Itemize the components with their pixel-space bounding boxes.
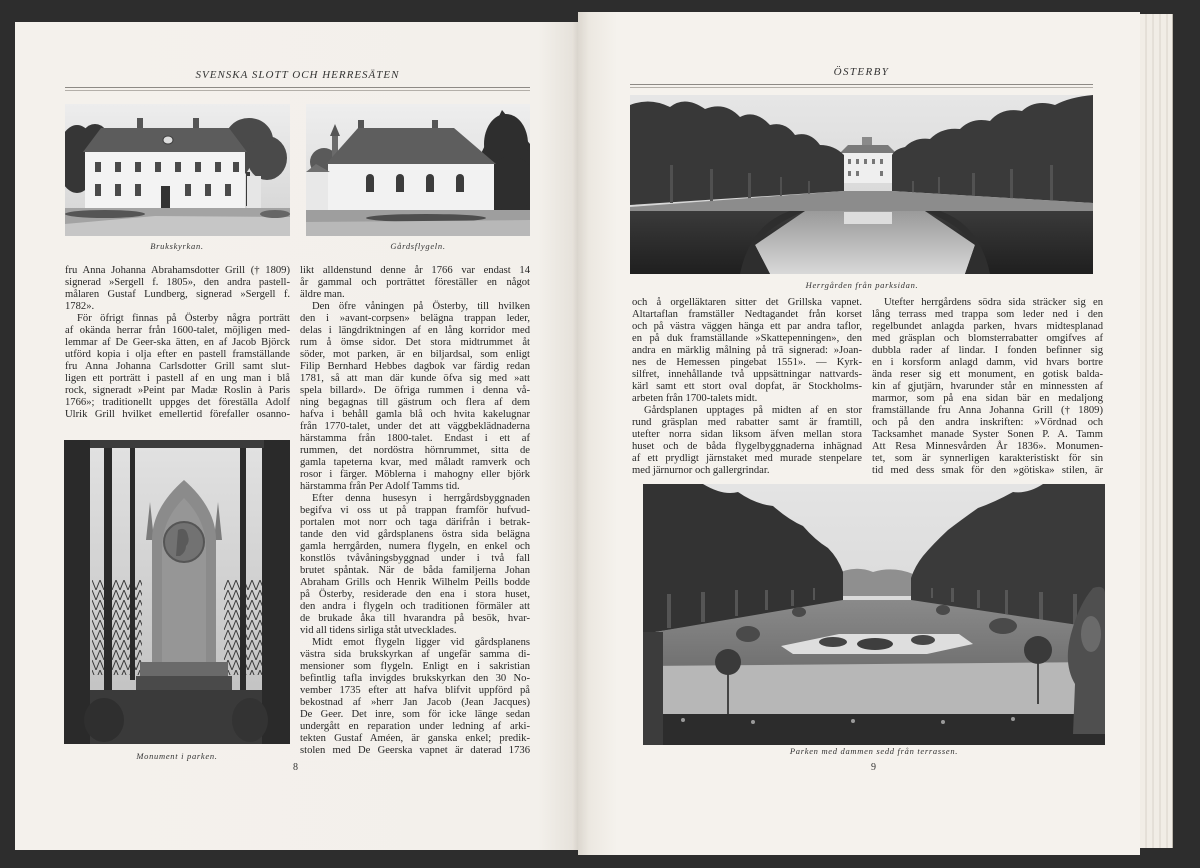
text-line xyxy=(300,265,530,277)
photo-herrgarden-parksidan xyxy=(630,95,1093,274)
text-line-content: härstamma från Per Adolf Tamms tid. xyxy=(300,481,460,492)
text-line xyxy=(300,673,530,685)
text-line xyxy=(300,481,530,493)
text-line xyxy=(300,697,530,709)
text-line xyxy=(632,393,862,405)
text-line-content: bekostnad af »herr Jan Jacob (Jean Jacques) xyxy=(300,697,530,708)
text-line xyxy=(300,577,530,589)
text-line xyxy=(300,661,530,673)
text-line-content: Altartaflan framställer Nedtagandet från korset xyxy=(632,309,862,320)
text-line-content: signerad »Sergell f. 1805», den andra pastell- xyxy=(65,277,290,288)
text-line-content: andra en märklig målning på trä signerad: »Joan- xyxy=(632,345,862,356)
text-line-content: tid med dess smak för den »götiska» stilen, är xyxy=(872,465,1103,476)
text-line-content: regelbundet anlagda parken, hvars midtesplanad xyxy=(872,321,1103,332)
text-line-content: spela billard». De öfriga rummen i denna vå- xyxy=(300,385,530,396)
caption-herrgarden: Herrgården från parksidan. xyxy=(805,280,919,290)
text-line xyxy=(632,297,862,309)
text-line-content: af okända herrar från 1600-talet, möjligen med- xyxy=(65,325,290,336)
photo-brukskyrkan xyxy=(65,104,290,236)
paragraph xyxy=(632,405,862,477)
text-line xyxy=(65,289,290,301)
text-line-content: stolen med De Geerska vapnet är daterad 1736 xyxy=(300,745,530,756)
paragraph xyxy=(632,297,862,405)
text-line-content: konstlös tvåvåningsbyggnad under i två fall xyxy=(300,553,530,564)
text-line-content: huset och de båda flygelbyggnaderna inhägnad xyxy=(632,441,862,452)
text-line-content: delas i längdriktningen af en lång korridor med xyxy=(300,325,530,336)
text-line xyxy=(632,453,862,465)
text-line xyxy=(872,381,1103,393)
text-line xyxy=(300,397,530,409)
caption-parken: Parken med dammen sedd från terrassen. xyxy=(789,746,959,756)
text-line-content: med järnurnor och gallergrindar. xyxy=(632,465,770,476)
text-line-content: Abraham Grills och Henrik Wilhelm Peills bodde xyxy=(300,577,530,588)
text-line-content: 1782». xyxy=(65,301,95,312)
text-line-content: Efter denna husesyn i herrgårdsbyggnaden xyxy=(312,493,530,504)
text-line-content: västra sida brukskyrkan af ungefär samma di- xyxy=(300,649,530,660)
text-line xyxy=(300,601,530,613)
text-line xyxy=(300,685,530,697)
paragraph xyxy=(300,637,530,757)
text-line xyxy=(632,357,862,369)
text-line-content: rosor i färger. Möblerna i mahogny eller björk xyxy=(300,469,530,480)
text-line-content: mensioner som flygeln. Enligt en i sakristian xyxy=(300,661,530,672)
text-line xyxy=(872,369,1103,381)
text-line xyxy=(300,457,530,469)
text-line xyxy=(300,337,530,349)
text-line xyxy=(65,265,290,277)
text-line-content: rum å ömse sidor. Det stora midtrummet åt xyxy=(300,337,530,348)
photo-monument xyxy=(64,440,290,744)
text-line-content: tande den vid gårdsplanens östra sida belägna xyxy=(300,529,530,540)
text-line-content: med gräsplan och blomsterrabatter omgifves af xyxy=(872,333,1103,344)
running-head-right: ÖSTERBY xyxy=(833,66,890,78)
text-column-left-1 xyxy=(65,265,290,421)
text-line-content: arbeten från 1700-talets midt. xyxy=(632,393,758,404)
text-line-content: silfret, innehållande två uppsättningar nattvards- xyxy=(632,369,862,380)
text-column-left-2 xyxy=(300,265,530,757)
text-line xyxy=(65,373,290,385)
text-line xyxy=(632,381,862,393)
text-line xyxy=(300,469,530,481)
text-line-content: fru Anna Johanna Carlsdotter Grill samt slut- xyxy=(65,361,290,372)
text-line-content: 1766»; traditionellt uppges det föreställa Adolf xyxy=(65,397,290,408)
text-line-content: 1781, så att man där kunde öfva sig med »att xyxy=(300,373,530,384)
text-line-content: rock, signeradt »Peint par Madæ Roslin à Paris xyxy=(65,385,290,396)
text-line-content: Tacksamhet manade Syster Sonen P. A. Tamm xyxy=(872,429,1103,440)
text-line xyxy=(632,405,862,417)
text-line-content: och på västra väggen hänga ett par andra taflor, xyxy=(632,321,862,332)
text-line-content: kärl samt ett stort oval dopfat, är Stockholms- xyxy=(632,381,862,392)
text-line-content: Ulrik Grill hvilket emellertid förefaller osanno- xyxy=(65,409,290,420)
text-line xyxy=(872,345,1103,357)
text-line-content: För öfrigt finnas på Österby några porträtt xyxy=(77,313,290,324)
text-line xyxy=(632,417,862,429)
text-line xyxy=(872,297,1103,309)
text-line xyxy=(632,465,862,477)
text-line xyxy=(300,721,530,733)
text-line xyxy=(300,409,530,421)
text-line-content: gamla tapeterna kvar, med måladt ramverk och xyxy=(300,457,530,468)
text-line-content: rund gräsplan med rabatter samt är framtill, xyxy=(632,417,862,428)
paragraph xyxy=(300,493,530,637)
text-line-content: och å orgelläktaren sitter det Grillska vapnet. xyxy=(632,297,862,308)
text-line-content: och på den andra inskriften: »Vördnad och xyxy=(872,417,1103,428)
paragraph xyxy=(65,265,290,313)
text-line xyxy=(300,421,530,433)
text-line-content: nes de Hemessen pingebat 1551». — Kyrk- xyxy=(632,357,862,368)
text-line-content: Filip Bernhard Hebbes dagbok var färdig redan xyxy=(300,361,530,372)
text-line xyxy=(872,357,1103,369)
text-line xyxy=(872,321,1103,333)
page-stack-edge xyxy=(1140,14,1173,848)
text-line-content: från 1770-talet, under det att väggbeklädnaderna xyxy=(300,421,530,432)
text-line-content: lemmar af De Geer-ska ätten, en af Jacob Björck xyxy=(65,337,290,348)
text-line-content: dubbla rader af lindar. I fonden befinner sig xyxy=(872,345,1103,356)
text-line xyxy=(632,369,862,381)
text-line-content: den i »avant-corpsen» belägna trappan leder, xyxy=(300,313,530,324)
text-line xyxy=(872,417,1103,429)
text-line xyxy=(65,385,290,397)
text-line xyxy=(632,333,862,345)
text-line xyxy=(300,733,530,745)
photo-parken-dammen xyxy=(643,484,1105,745)
text-line xyxy=(300,349,530,361)
text-line-content: en i korsform anlagd damm, vid hvars bortre xyxy=(872,357,1103,368)
text-line-content: portalen mot norr och taga därifrån i betrak- xyxy=(300,517,530,528)
text-line-content: Midt emot flygeln ligger vid gårdsplanens xyxy=(312,637,530,648)
text-line xyxy=(65,301,290,313)
text-line-content: äldre man. xyxy=(300,289,345,300)
text-line-content: härstamma från 1800-talet. Endast i ett af xyxy=(300,433,530,444)
hedge xyxy=(643,714,1105,745)
text-line xyxy=(872,465,1103,477)
text-line xyxy=(300,517,530,529)
text-line xyxy=(872,453,1103,465)
text-line-content: på Österby, residerade den ena i stora huset, xyxy=(300,589,530,600)
text-line xyxy=(872,309,1103,321)
text-line xyxy=(300,565,530,577)
text-line-content: tekten Gustaf Améen, är ganska enkel; predik- xyxy=(300,733,530,744)
text-line-content: af ett prydligt järnstaket med murade stenpelare xyxy=(632,453,862,464)
text-column-right-1 xyxy=(632,297,862,477)
header-rule-right xyxy=(630,84,1093,88)
text-line xyxy=(632,441,862,453)
text-line-content: begifva vi oss ut på trappan framför hufvud- xyxy=(300,505,530,516)
text-line-content: likt alldenstund denne år 1766 var endast 14 xyxy=(300,265,530,276)
paragraph xyxy=(65,313,290,421)
pond xyxy=(630,211,1093,274)
text-line-content: gamla herrgården, numera flygeln, en enkel och xyxy=(300,541,530,552)
paragraph xyxy=(872,297,1103,477)
paragraph xyxy=(300,301,530,493)
text-line xyxy=(300,529,530,541)
text-line xyxy=(300,433,530,445)
text-line xyxy=(300,745,530,757)
caption-brukskyrkan: Brukskyrkan. xyxy=(150,241,204,251)
text-line-content: undergått en reparation under ledning af arki- xyxy=(300,721,530,732)
text-line-content: ända reser sig ett monument, en gotisk balda- xyxy=(872,369,1103,380)
text-line xyxy=(300,625,530,637)
text-line-content: framställande fru Anna Johanna Grill († 1809) xyxy=(872,405,1103,416)
text-line xyxy=(872,405,1103,417)
text-line-content: befintlig tafla invigdes brukskyrkan den 30 No- xyxy=(300,673,530,684)
photo-gardsflygeln xyxy=(306,104,530,236)
text-line xyxy=(632,429,862,441)
text-line xyxy=(300,493,530,505)
text-line-content: en på duk framställande »Skattepenningen», den xyxy=(632,333,862,344)
text-line xyxy=(65,337,290,349)
text-line-content: år gammal och porträttet föreställer en något xyxy=(300,277,530,288)
text-line-content: fru Anna Johanna Abrahamsdotter Grill († 1809) xyxy=(65,265,290,276)
text-line xyxy=(632,321,862,333)
text-line xyxy=(300,361,530,373)
text-line-content: söder, mot parken, är en biljardsal, som enligt xyxy=(300,349,530,360)
paragraph xyxy=(300,265,530,301)
text-line-content: utefter norra sidan liksom äfven mellan stora xyxy=(632,429,862,440)
text-line xyxy=(300,325,530,337)
text-line-content: Gårdsplanen upptages på midten af en stor xyxy=(644,405,862,416)
caption-gardsflygeln: Gårdsflygeln. xyxy=(390,241,446,251)
text-line xyxy=(65,313,290,325)
text-line-content: Utefter herrgårdens södra sida sträcker sig en xyxy=(884,297,1103,308)
text-line-content: tet, som är synnerligen karakteristiskt för sin xyxy=(872,453,1103,464)
text-line-content: brutet spåntak. När de båda familjerna Johan xyxy=(300,565,530,576)
header-rule-left xyxy=(65,87,530,91)
gravel-path xyxy=(643,662,1105,720)
text-line xyxy=(300,589,530,601)
text-line-content: målaren Gustaf Lundberg, signerad »Sergell f. xyxy=(65,289,290,300)
text-line-content: den andra i flygeln och traditionen förmäler att xyxy=(300,601,530,612)
text-line xyxy=(300,553,530,565)
text-line-content: vid all tidens sirliga ståt utvecklades. xyxy=(300,625,457,636)
text-line xyxy=(300,649,530,661)
text-line xyxy=(300,445,530,457)
text-line-content: Att Resa Minnesvården År 1836». Monumen- xyxy=(872,441,1103,452)
text-line-content: de brukade åka till hvarandra på besök, hvar- xyxy=(300,613,530,624)
text-line xyxy=(300,541,530,553)
text-line xyxy=(300,613,530,625)
page-number-right: 9 xyxy=(871,762,876,773)
text-line xyxy=(872,429,1103,441)
text-line xyxy=(632,345,862,357)
text-line-content: utförd kopia i olja efter en pastell framställande xyxy=(65,349,290,360)
text-line xyxy=(872,393,1103,405)
text-line xyxy=(65,349,290,361)
text-line-content: lång terrass med trappa som leder ned i den xyxy=(872,309,1103,320)
text-line xyxy=(300,277,530,289)
text-line-content: marmor, som på ena sidan bär en medaljong xyxy=(872,393,1103,404)
text-line xyxy=(300,313,530,325)
text-line xyxy=(300,301,530,313)
text-line xyxy=(872,441,1103,453)
text-line xyxy=(872,333,1103,345)
text-line-content: Den öfre våningen på Österby, till hvilken xyxy=(312,301,530,312)
text-line xyxy=(65,361,290,373)
text-line-content: De Geer. Det inre, som för icke länge sedan xyxy=(300,709,530,720)
text-line-content: ning begagnas till gästrum och flera af dem xyxy=(300,397,530,408)
text-line xyxy=(65,277,290,289)
text-line xyxy=(300,637,530,649)
text-line-content: ligen ett porträtt i pastell af en ung man i blå xyxy=(65,373,290,384)
text-column-right-2 xyxy=(872,297,1103,477)
text-line-content: rummen, det nordöstra hörnrummet, sitta de xyxy=(300,445,530,456)
text-line xyxy=(300,709,530,721)
text-line xyxy=(300,385,530,397)
text-line xyxy=(300,373,530,385)
caption-monument: Monument i parken. xyxy=(136,751,218,761)
text-line xyxy=(65,409,290,421)
text-line-content: kin af gjutjärn, hvarunder står en minnessten af xyxy=(872,381,1103,392)
page-number-left: 8 xyxy=(293,762,298,773)
text-line xyxy=(65,397,290,409)
house xyxy=(83,118,247,208)
running-head-left: SVENSKA SLOTT OCH HERRESÄTEN xyxy=(195,69,400,81)
text-line xyxy=(632,309,862,321)
text-line-content: hafva i behåll gamla blå och hvita kakelugnar xyxy=(300,409,530,420)
text-line-content: vember 1735 efter att hafva blifvit uppförd på xyxy=(300,685,530,696)
text-line xyxy=(300,289,530,301)
text-line xyxy=(300,505,530,517)
left-shrub xyxy=(643,632,663,745)
text-line xyxy=(65,325,290,337)
